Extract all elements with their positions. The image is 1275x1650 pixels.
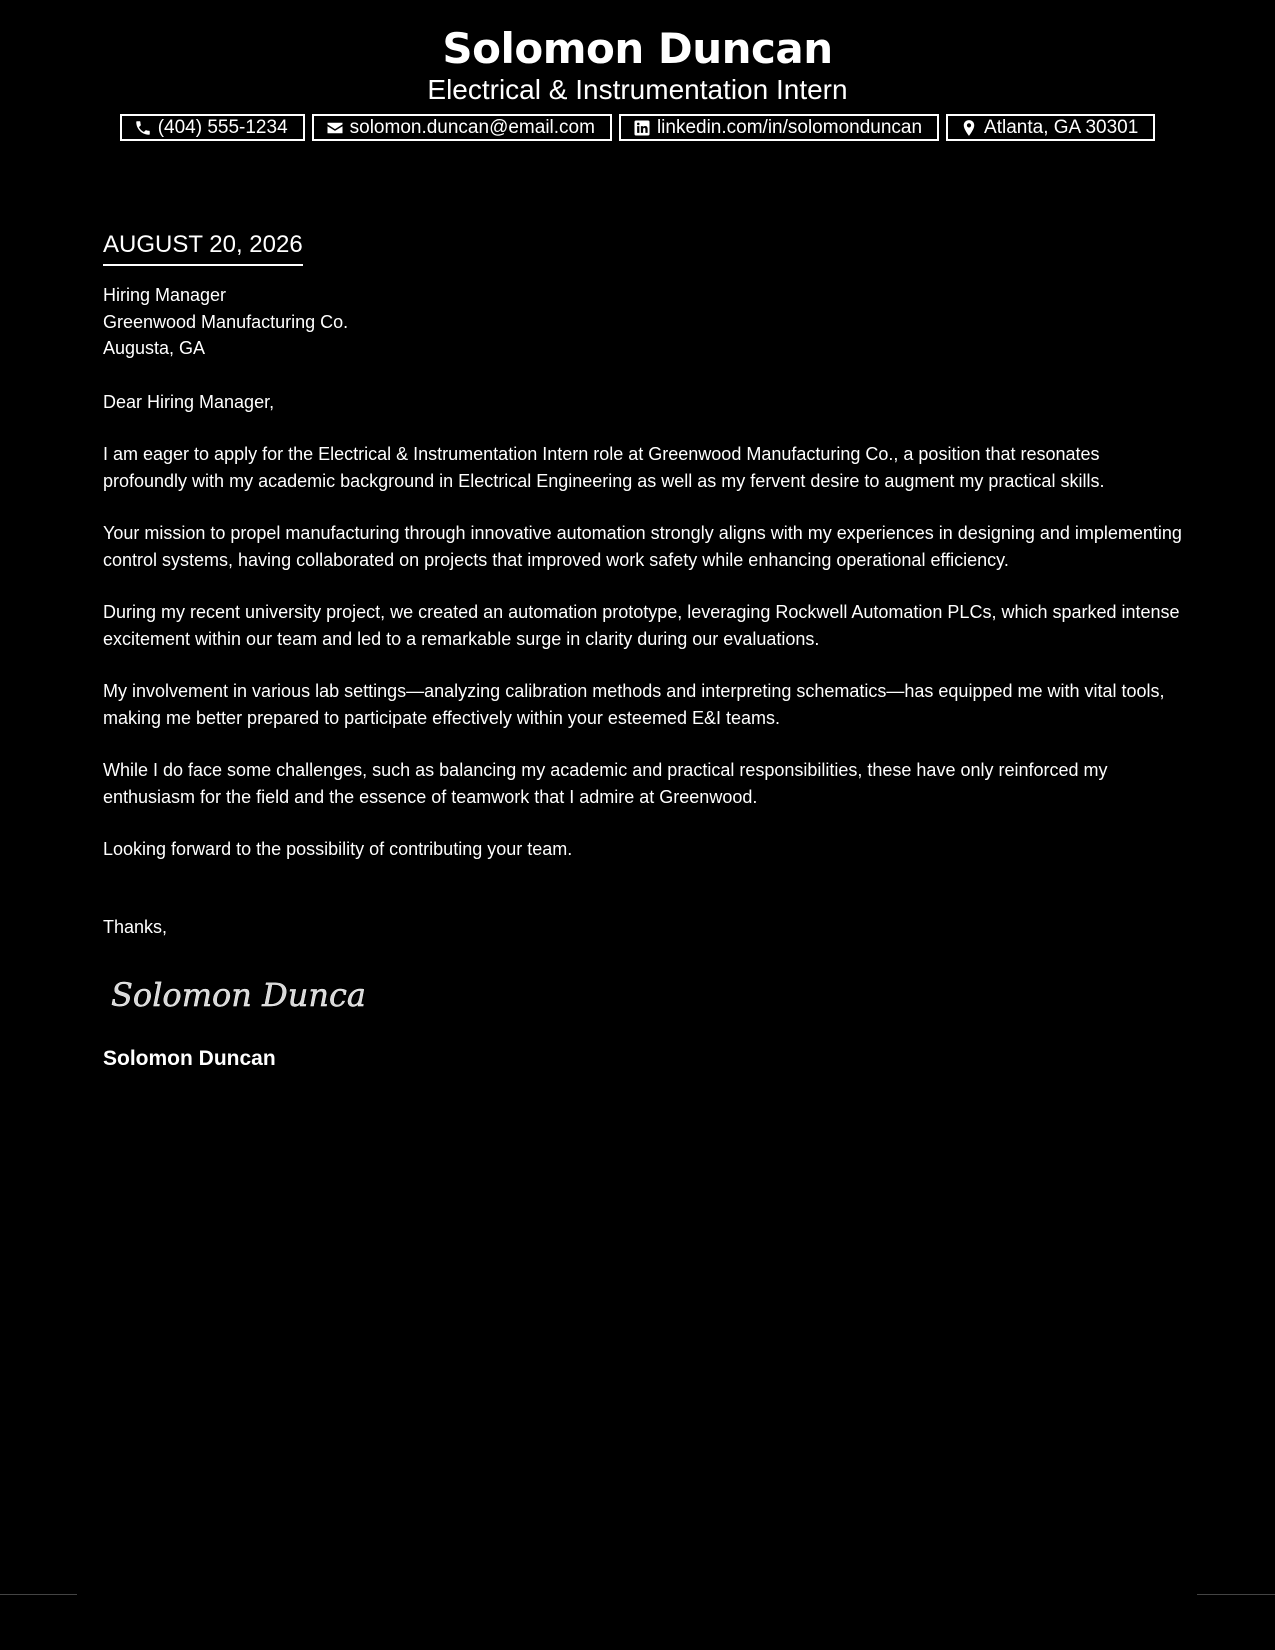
recipient-line: Greenwood Manufacturing Co. [103, 311, 349, 332]
signature-image [107, 964, 367, 1024]
recipient-line: Hiring Manager [103, 285, 227, 305]
contact-linkedin-text: linkedin.com/in/solomonduncan [656, 116, 923, 138]
recipient-block [103, 282, 1183, 362]
body-paragraph: I am eager to apply for the Electrical & Instrumentation Intern role at Greenwood Manufacturing Co., a position that resonates profoundly with my academic background in Electrical Engineering as well as my fervent desire to augment my practical skills. [103, 444, 1105, 491]
map-marker-icon [960, 119, 978, 137]
body-paragraph: Your mission to propel manufacturing through innovative automation strongly aligns with my experiences in designing and implementing control systems, having collaborated on projects that improved work safety while enhancing operational efficiency. [103, 523, 1182, 570]
footer-divider-right [1197, 1594, 1275, 1595]
letter-header [0, 24, 1275, 141]
letter-date: AUGUST 20, 2026 [103, 228, 303, 266]
body-paragraph: My involvement in various lab settings—analyzing calibration methods and interpreting schematics—has equipped me with vital tools, making me better prepared to participate effectively within your esteemed E&I teams. [103, 681, 1165, 728]
body-paragraph: While I do face some challenges, such as balancing my academic and practical responsibilities, these have only reinforced my enthusiasm for the field and the essence of teamwork that I admire at Greenwood. [103, 760, 1108, 807]
contact-linkedin[interactable] [619, 114, 939, 141]
salutation: Dear Hiring Manager, [103, 391, 275, 412]
envelope-icon [326, 119, 344, 137]
footer-divider-left [0, 1594, 77, 1595]
closing: Thanks, [103, 916, 168, 937]
contact-bar [0, 114, 1275, 141]
contact-location[interactable] [946, 114, 1155, 141]
body-paragraph: Looking forward to the possibility of contributing your team. [103, 839, 573, 859]
contact-email-text: solomon.duncan@email.com [349, 116, 595, 138]
letter-body [103, 228, 1183, 1072]
contact-location-text: Atlanta, GA 30301 [984, 116, 1139, 138]
linkedin-icon [633, 119, 651, 137]
signature-text: Solomon Duncan [111, 976, 367, 1014]
phone-icon [134, 119, 152, 137]
contact-email[interactable] [312, 114, 612, 141]
contact-phone-text: (404) 555-1234 [157, 116, 288, 138]
body-paragraph: During my recent university project, we created an automation prototype, leveraging Rockwell Automation PLCs, which sparked intense excitement within our team and led to a remarkable surge in clarity during our evaluations. [103, 602, 1180, 649]
applicant-name: Solomon Duncan [442, 24, 833, 73]
applicant-title: Electrical & Instrumentation Intern [427, 74, 848, 105]
recipient-line: Augusta, GA [103, 338, 206, 358]
signer-name: Solomon Duncan [103, 1046, 276, 1070]
contact-phone[interactable] [120, 114, 305, 141]
